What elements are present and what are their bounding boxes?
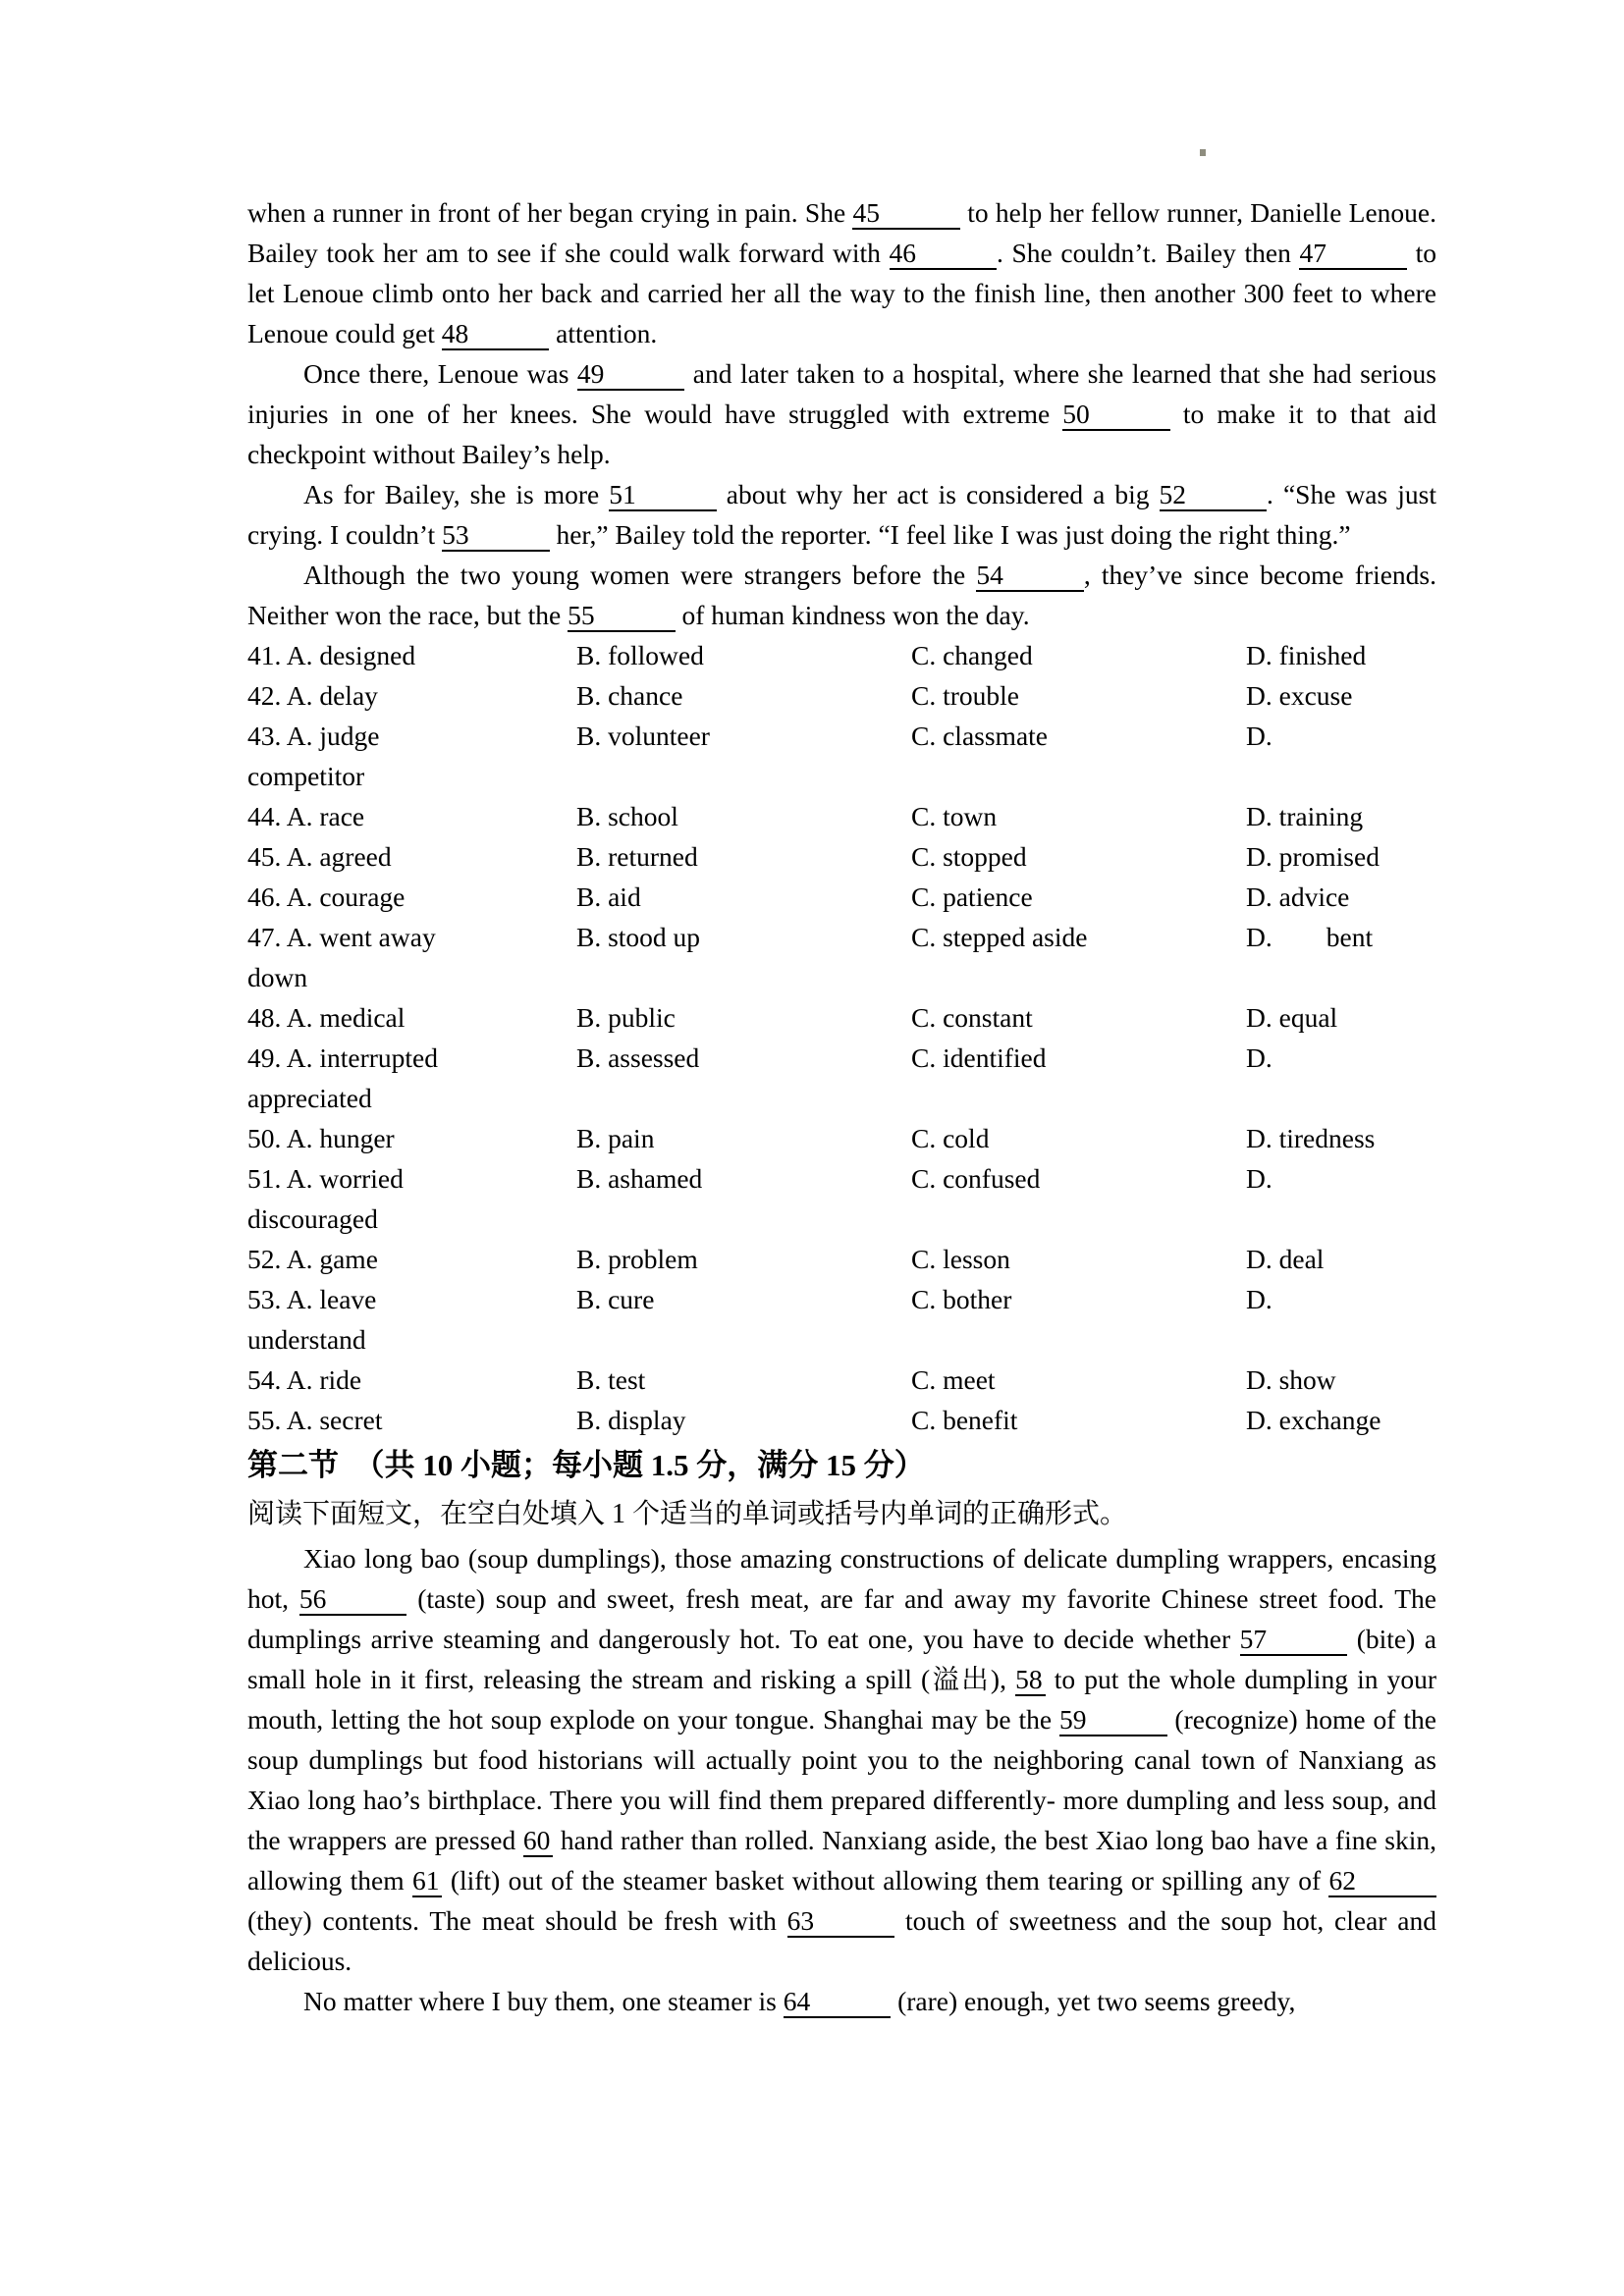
blank-58: 58 (1015, 1664, 1046, 1696)
blank-51: 51 (609, 479, 717, 511)
option-cell: 46. A. courage (247, 881, 406, 912)
options-row (247, 635, 1436, 675)
option-cell: 41. A. designed (247, 640, 416, 670)
option-cell: D. excuse (1246, 680, 1353, 711)
option-cell: 44. A. race (247, 801, 365, 831)
option-wrap-word: down (247, 962, 308, 992)
blank-56: 56 (299, 1583, 407, 1616)
option-cell: D. bent (1246, 922, 1374, 952)
blank-53: 53 (442, 519, 550, 552)
options-row-wrap (247, 756, 1436, 796)
blank-60: 60 (523, 1825, 554, 1857)
blank-52: 52 (1160, 479, 1268, 511)
blank-50: 50 (1062, 399, 1170, 431)
option-cell: D. deal (1246, 1244, 1325, 1274)
section-2-heading: 第二节 （共 10 小题；每小题 1.5 分，满分 15 分） (247, 1448, 925, 1482)
section-2-instruction: 阅读下面短文，在空白处填入 1 个适当的单词或括号内单词的正确形式。 (247, 1499, 1128, 1529)
options-row (247, 836, 1436, 877)
option-cell: C. lesson (911, 1244, 1010, 1274)
option-cell: D. tiredness (1246, 1123, 1376, 1153)
option-cell: B. display (576, 1405, 686, 1435)
options-row (247, 1400, 1436, 1440)
option-cell: 47. A. went away (247, 922, 436, 952)
option-cell: 54. A. ride (247, 1364, 362, 1395)
option-cell: C. constant (911, 1002, 1033, 1033)
options-row (247, 675, 1436, 716)
option-cell: D. show (1246, 1364, 1336, 1395)
page-artifact-dot (1200, 149, 1206, 156)
blank-61: 61 (412, 1865, 443, 1897)
passage-paragraph: No matter where I buy them, one steamer is 64 (rare) enough, yet two seems greedy, (303, 1986, 1296, 2016)
option-cell: 51. A. worried (247, 1163, 404, 1194)
option-cell: B. followed (576, 640, 704, 670)
option-wrap-word: understand (247, 1324, 366, 1355)
options-row (247, 1038, 1436, 1078)
options-row-wrap (247, 1199, 1436, 1239)
option-cell: D. equal (1246, 1002, 1338, 1033)
option-cell: C. cold (911, 1123, 990, 1153)
option-cell: 43. A. judge (247, 721, 380, 751)
options-row (247, 716, 1436, 756)
option-cell: B. cure (576, 1284, 655, 1314)
options-row (247, 1360, 1436, 1400)
option-wrap-word: competitor (247, 761, 365, 791)
options-row-wrap (247, 1078, 1436, 1118)
option-cell: B. problem (576, 1244, 698, 1274)
option-cell: D. exchange (1246, 1405, 1381, 1435)
option-cell: C. classmate (911, 721, 1048, 751)
options-row-wrap (247, 1319, 1436, 1360)
blank-55: 55 (568, 600, 676, 632)
option-cell: D. (1246, 1042, 1272, 1073)
option-cell: B. chance (576, 680, 683, 711)
option-cell: B. returned (576, 841, 698, 872)
passage-paragraph: Xiao long bao (soup dumplings), those amazing constructions of delicate dumpling wrappers, encasing hot, 56 (taste) soup and sweet, fresh meat, are far and away my favorite Chinese street food. The dumplings arrive steaming and dangerously hot. To eat one, you have to decide whether 57 (bite) a small hole in it first, releasing the stream and risking a spill (溢出), 58 to put the whole dumpling in your mouth, letting the hot soup explode on your tongue. Shanghai may be the 59 (recognize) home of the soup dumplings but food historians will actually point you to the neighboring canal town of Nanxiang as Xiao long hao’s birthplace. There you will find them prepared differently- more dumpling and less soup, and the wrappers are pressed 60 hand rather than rolled. Nanxiang aside, the best Xiao long bao have a fine skin, allowing them 61 (lift) out of the steamer basket without allowing them tearing or spilling any of 62 (they) contents. The meat should be fresh with 63 touch of sweetness and the soup hot, clear and delicious. (247, 1543, 1436, 1976)
blank-48: 48 (442, 318, 550, 350)
option-cell: D. (1246, 721, 1272, 751)
option-cell: 42. A. delay (247, 680, 378, 711)
option-wrap-word: discouraged (247, 1203, 378, 1234)
blank-62: 62 (1328, 1865, 1436, 1897)
options-row (247, 1118, 1436, 1158)
option-cell: B. test (576, 1364, 646, 1395)
option-cell: B. pain (576, 1123, 655, 1153)
option-cell: C. confused (911, 1163, 1041, 1194)
option-cell: D. finished (1246, 640, 1367, 670)
blank-46: 46 (890, 238, 998, 270)
options-row (247, 1279, 1436, 1319)
option-cell: C. changed (911, 640, 1033, 670)
cloze-paragraph: As for Bailey, she is more 51 about why her act is considered a big 52 . “She was just crying. I couldn’t 53 her,” Bailey told the reporter. “I feel like I was just doing the right thing.” (247, 479, 1436, 550)
options-row (247, 917, 1436, 957)
options-row-wrap (247, 957, 1436, 997)
option-cell: B. volunteer (576, 721, 710, 751)
blank-57: 57 (1240, 1624, 1348, 1656)
cloze-paragraph: when a runner in front of her began crying in pain. She 45 to help her fellow runner, Danielle Lenoue. Bailey took her am to see if she could walk forward with 46 . She couldn’t. Bailey then 47 to let Lenoue climb onto her back and carried her all the way to the finish line, then another 300 feet to where Lenoue could get 48 attention. (247, 197, 1437, 348)
page-content (247, 192, 1436, 2021)
blank-45: 45 (852, 197, 960, 230)
option-cell: C. patience (911, 881, 1033, 912)
option-cell: D. promised (1246, 841, 1380, 872)
cloze-passage (247, 192, 1436, 635)
option-cell: 49. A. interrupted (247, 1042, 438, 1073)
options-row (247, 796, 1436, 836)
option-cell: C. stepped aside (911, 922, 1088, 952)
option-cell: B. public (576, 1002, 676, 1033)
options-row (247, 997, 1436, 1038)
option-cell: D. (1246, 1284, 1272, 1314)
options-row (247, 1158, 1436, 1199)
option-cell: C. trouble (911, 680, 1019, 711)
option-cell: B. aid (576, 881, 641, 912)
option-wrap-word: appreciated (247, 1083, 372, 1113)
options-row (247, 877, 1436, 917)
blank-64: 64 (784, 1986, 892, 2018)
option-cell: 55. A. secret (247, 1405, 383, 1435)
option-cell: B. ashamed (576, 1163, 703, 1194)
option-cell: C. bother (911, 1284, 1012, 1314)
option-cell: C. town (911, 801, 998, 831)
option-cell: B. school (576, 801, 678, 831)
option-cell: 52. A. game (247, 1244, 378, 1274)
cloze-options-table (247, 635, 1436, 1440)
option-cell: C. benefit (911, 1405, 1018, 1435)
option-cell: B. assessed (576, 1042, 700, 1073)
cloze-paragraph: Although the two young women were strangers before the 54 , they’ve since become friends. Neither won the race, but the 55 of human kindness won the day. (247, 560, 1436, 630)
option-cell: 53. A. leave (247, 1284, 377, 1314)
option-cell: D. training (1246, 801, 1364, 831)
options-row (247, 1239, 1436, 1279)
blank-59: 59 (1059, 1704, 1167, 1736)
option-cell: 48. A. medical (247, 1002, 406, 1033)
blank-54: 54 (976, 560, 1084, 592)
blank-47: 47 (1299, 238, 1407, 270)
option-cell: B. stood up (576, 922, 701, 952)
option-cell: C. identified (911, 1042, 1047, 1073)
blank-63: 63 (787, 1905, 895, 1938)
option-cell: 50. A. hunger (247, 1123, 395, 1153)
option-cell: D. (1246, 1163, 1272, 1194)
option-cell: C. meet (911, 1364, 996, 1395)
option-cell: D. advice (1246, 881, 1350, 912)
option-cell: C. stopped (911, 841, 1027, 872)
cloze-paragraph: Once there, Lenoue was 49 and later taken to a hospital, where she learned that she had serious injuries in one of her knees. She would have struggled with extreme 50 to make it to that aid checkpoint without Bailey’s help. (247, 358, 1437, 469)
grammar-passage (247, 1538, 1436, 2021)
blank-49: 49 (577, 358, 685, 391)
option-cell: 45. A. agreed (247, 841, 392, 872)
